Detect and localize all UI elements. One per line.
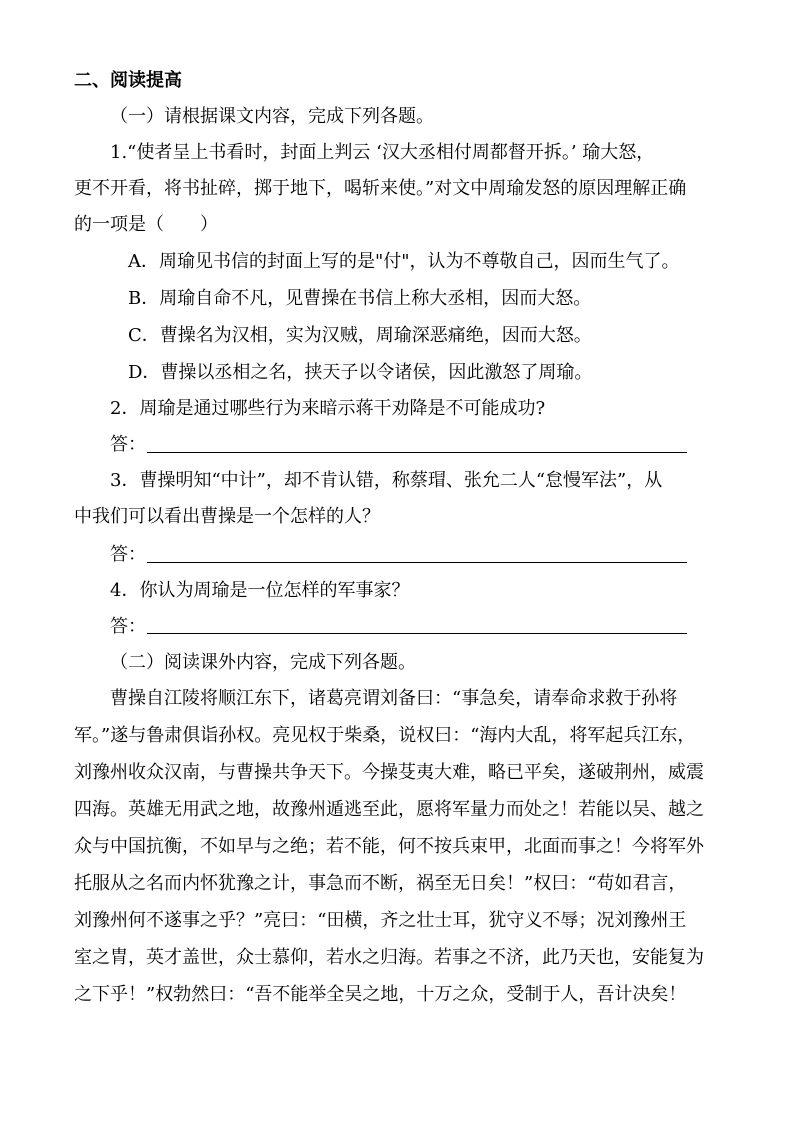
passage-line: 刘豫州何不遂事之乎？”亮曰：“田横，齐之壮士耳，犹守义不辱；况刘豫州王 xyxy=(74,910,687,931)
q3-line-2: 中我们可以看出曹操是一个怎样的人？ xyxy=(74,506,380,527)
q1-option-c: C．曹操名为汉相，实为汉贼，周瑜深恶痛绝，因而大怒。 xyxy=(128,325,592,346)
passage-line: 四海。英雄无用武之地，故豫州遁逃至此，愿将军量力而处之！若能以吴、越之 xyxy=(74,799,704,820)
q1-line-1: 1.“使者呈上书看时，封面上判云 ‘汉大丞相付周都督开拆。’ 瑜大怒， xyxy=(110,142,655,163)
q3-answer-line[interactable] xyxy=(147,562,687,563)
q4-answer-label: 答： xyxy=(110,616,146,637)
q1-line-2: 更不开看，将书扯碎，掷于地下，喝斩来使。”对文中周瑜发怒的原因理解正确 xyxy=(74,178,687,199)
q2-answer-label: 答： xyxy=(110,434,146,455)
q3-answer-label: 答： xyxy=(110,544,146,565)
q3-line-1: 3．曹操明知“中计”，却不肯认错，称蔡瑁、张允二人“怠慢军法”，从 xyxy=(110,470,663,491)
q1-option-d: D．曹操以丞相之名，挟天子以令诸侯，因此激怒了周瑜。 xyxy=(128,362,593,383)
q1-option-a: A．周瑜见书信的封面上写的是"付"，认为不尊敬自己，因而生气了。 xyxy=(128,251,680,272)
passage-line: 刘豫州收众汉南，与曹操共争天下。今操芟夷大难，略已平矣，遂破荆州，威震 xyxy=(74,762,704,783)
part1-intro: （一）请根据课文内容，完成下列各题。 xyxy=(110,106,434,127)
passage-line: 军。”遂与鲁肃俱诣孙权。亮见权于柴桑，说权曰：“海内大乱，将军起兵江东， xyxy=(74,725,696,746)
passage-line: 之下乎！”权勃然曰：“吾不能举全吴之地，十万之众，受制于人，吾计决矣！ xyxy=(74,984,687,1005)
q2-text: 2．周瑜是通过哪些行为来暗示蒋干劝降是不可能成功? xyxy=(110,398,546,419)
q1-option-b: B．周瑜自命不凡，见曹操在书信上称大丞相，因而大怒。 xyxy=(128,288,592,309)
section-heading: 二、阅读提高 xyxy=(74,70,182,91)
q2-answer-line[interactable] xyxy=(147,452,687,453)
passage-line: 众与中国抗衡，不如早与之绝；若不能，何不按兵束甲，北面而事之！今将军外 xyxy=(74,836,704,857)
q4-answer-line[interactable] xyxy=(147,633,687,634)
passage-line: 曹操自江陵将顺江东下，诸葛亮谓刘备曰：“事急矣，请奉命求救于孙将 xyxy=(110,688,678,709)
q4-text: 4．你认为周瑜是一位怎样的军事家？ xyxy=(110,580,410,601)
part2-intro: （二）阅读课外内容，完成下列各题。 xyxy=(110,652,416,673)
passage-line: 室之胄，英才盖世，众士慕仰，若水之归海。若事之不济，此乃天也，安能复为 xyxy=(74,947,704,968)
q1-line-3: 的一项是（ ） xyxy=(74,214,218,235)
passage-line: 托服从之名而内怀犹豫之计，事急而不断，祸至无日矣！”权曰：“苟如君言， xyxy=(74,873,687,894)
